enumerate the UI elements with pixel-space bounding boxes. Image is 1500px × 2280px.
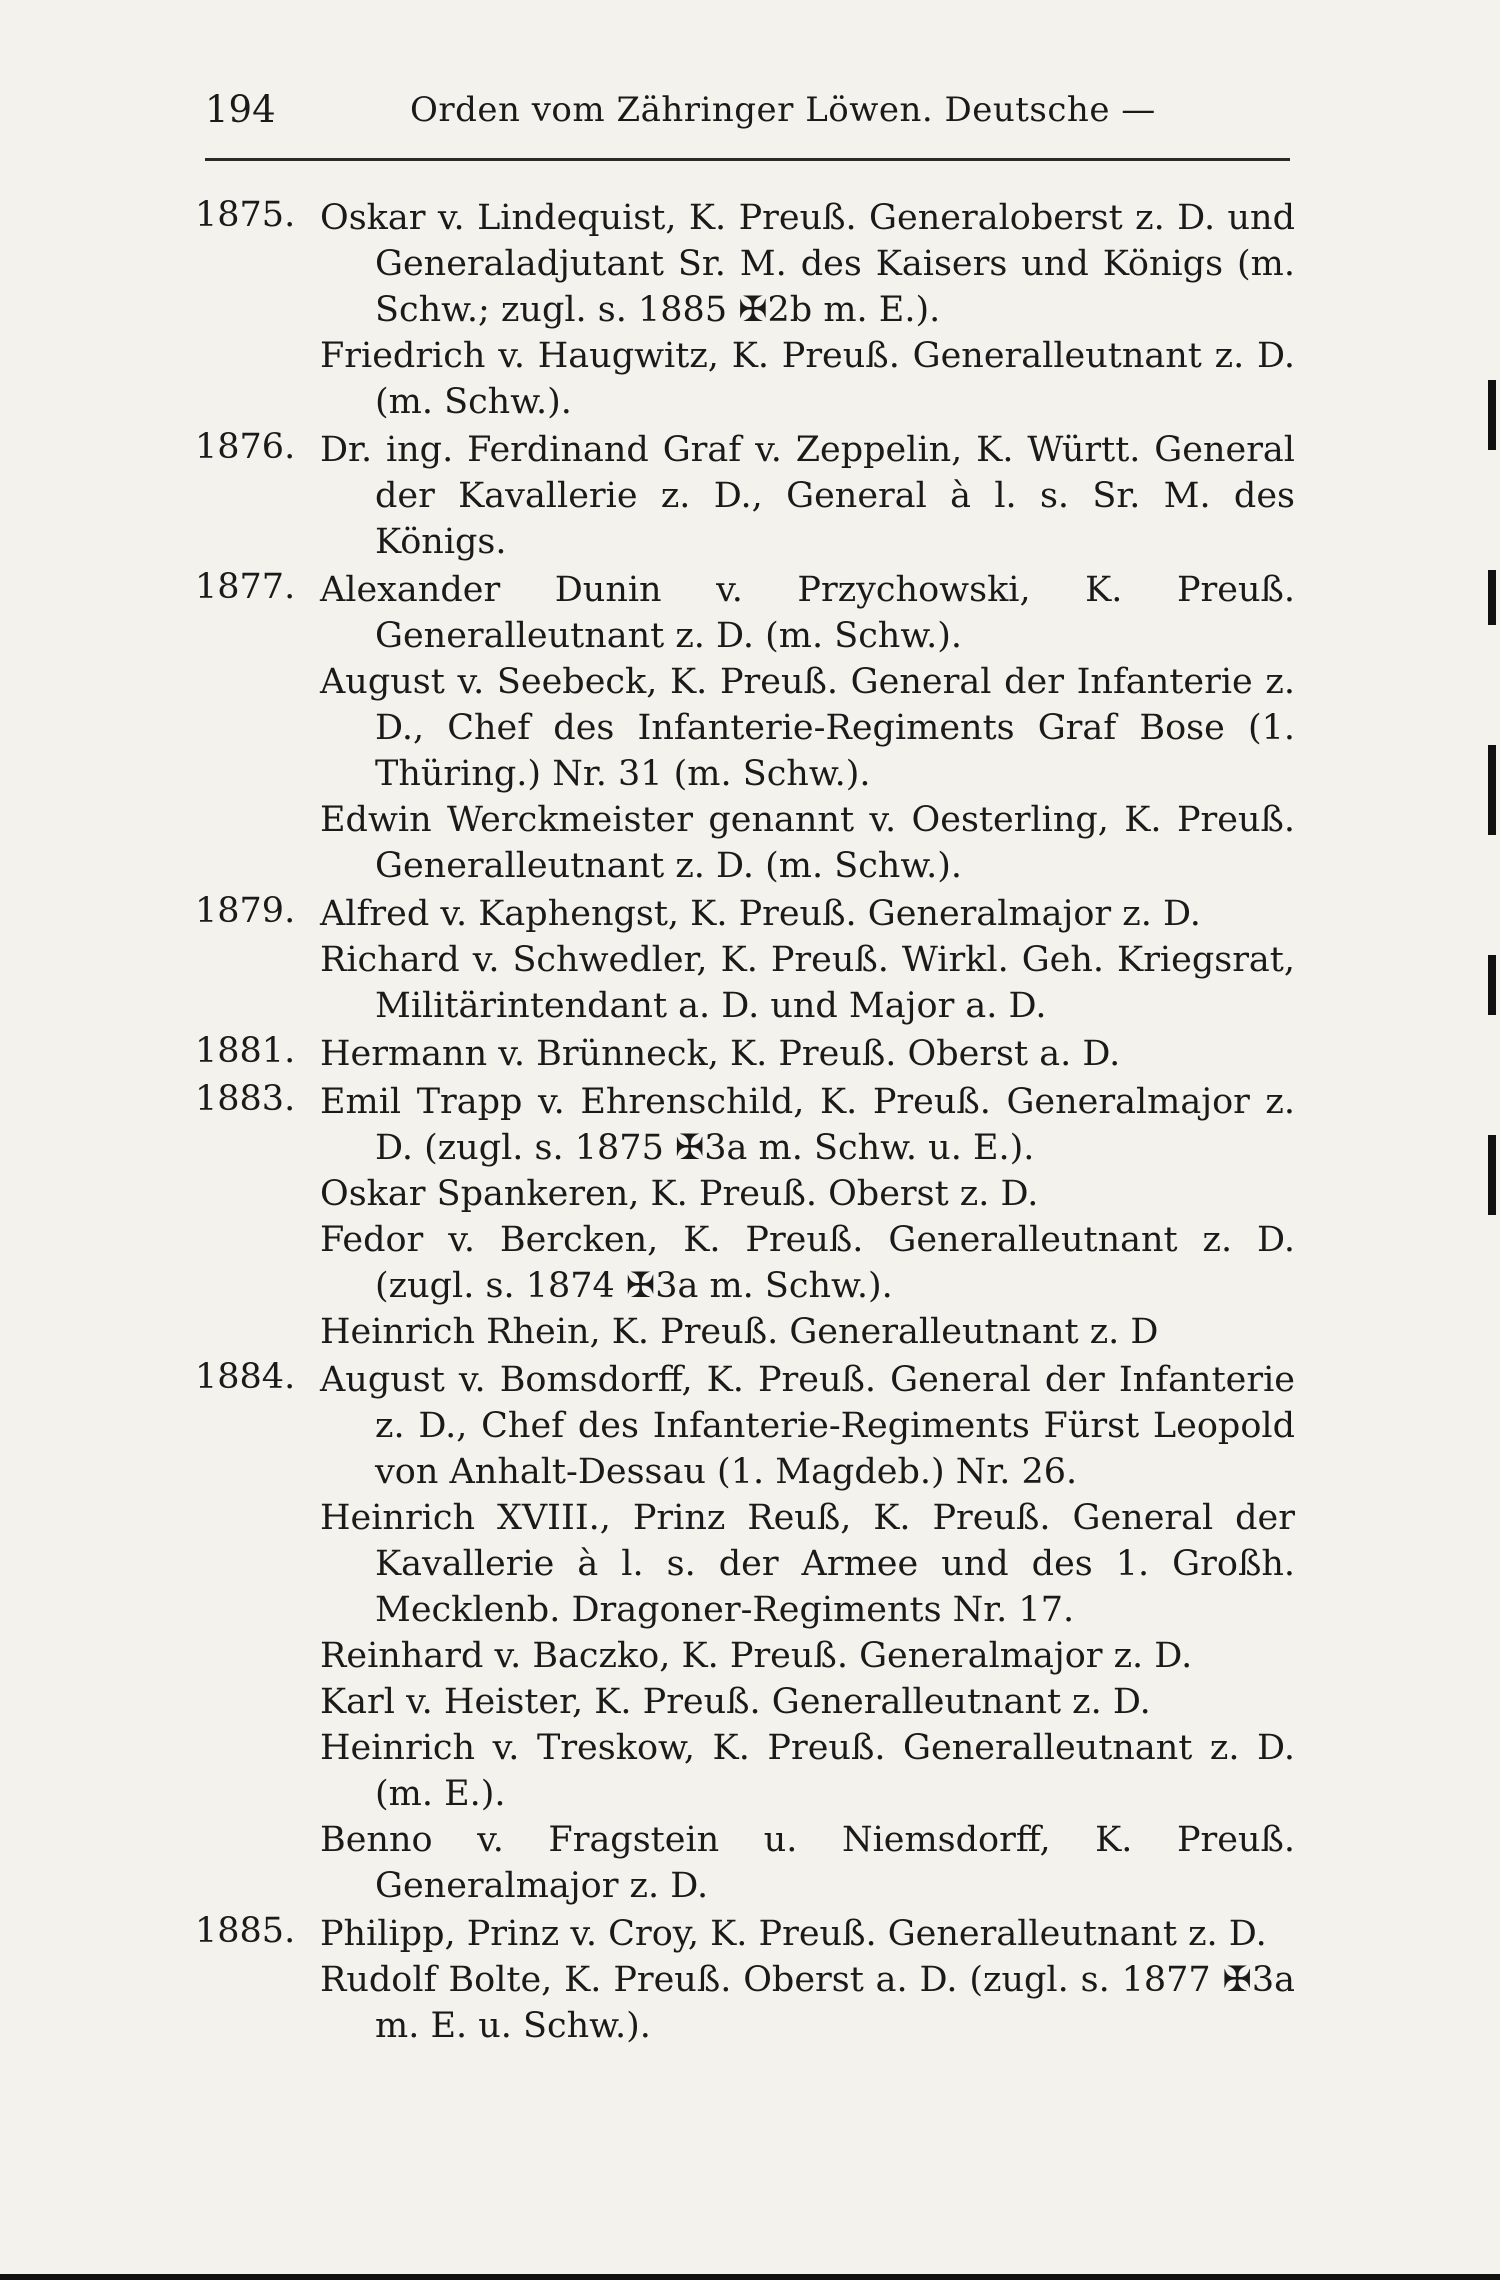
person-row xyxy=(195,1079,1295,1171)
person-entry: Benno v. Fragstein u. Niemsdorff, K. Preuß. Generalmajor z. D. xyxy=(320,1820,1295,1906)
person-row xyxy=(195,1633,1295,1679)
person-entry: Heinrich v. Treskow, K. Preuß. Generalleutnant z. D. (m. E.). xyxy=(320,1728,1295,1814)
person-row xyxy=(195,1725,1295,1817)
person-entry: Edwin Werckmeister genannt v. Oesterling, K. Preuß. Generalleutnant z. D. (m. Schw.). xyxy=(320,800,1295,886)
person-entry: Alexander Dunin v. Przychowski, K. Preuß. Generalleutnant z. D. (m. Schw.). xyxy=(320,570,1295,656)
scan-edge-marks xyxy=(1488,380,1500,2180)
year-label: 1885. xyxy=(195,1911,296,1951)
year-label: 1876. xyxy=(195,427,296,467)
person-entry: Hermann v. Brünneck, K. Preuß. Oberst a. D. xyxy=(320,1034,1121,1074)
entries-list xyxy=(195,195,1295,2051)
scan-bottom-edge xyxy=(0,2274,1500,2280)
person-row xyxy=(195,427,1295,565)
person-row xyxy=(195,1031,1295,1077)
year-entry xyxy=(195,1031,1295,1077)
person-entry: Reinhard v. Baczko, K. Preuß. Generalmajor z. D. xyxy=(320,1636,1193,1676)
year-entry xyxy=(195,1911,1295,2049)
running-title: Orden vom Zähringer Löwen. Deutsche — xyxy=(410,90,1156,130)
person-row xyxy=(195,1911,1295,1957)
year-label: 1877. xyxy=(195,567,296,607)
year-entry xyxy=(195,1357,1295,1909)
year-entry xyxy=(195,427,1295,565)
person-entry: Rudolf Bolte, K. Preuß. Oberst a. D. (zugl. s. 1877 ✠3a m. E. u. Schw.). xyxy=(320,1960,1295,2046)
person-entry: Fedor v. Bercken, K. Preuß. Generalleutnant z. D. (zugl. s. 1874 ✠3a m. Schw.). xyxy=(320,1220,1295,1306)
page-header xyxy=(205,88,1295,148)
year-label: 1881. xyxy=(195,1031,296,1071)
person-row xyxy=(195,1957,1295,2049)
year-entry xyxy=(195,1079,1295,1355)
person-entry: Heinrich Rhein, K. Preuß. Generalleutnant z. D xyxy=(320,1312,1159,1352)
person-row xyxy=(195,195,1295,333)
person-row xyxy=(195,1217,1295,1309)
person-row xyxy=(195,1171,1295,1217)
year-label: 1884. xyxy=(195,1357,296,1397)
person-entry: Richard v. Schwedler, K. Preuß. Wirkl. Geh. Kriegsrat, Militärintendant a. D. und Major a. D. xyxy=(320,940,1295,1026)
person-entry: Oskar v. Lindequist, K. Preuß. Generaloberst z. D. und Generaladjutant Sr. M. des Kaisers und Königs (m. Schw.; zugl. s. 1885 ✠2b m. E.). xyxy=(320,198,1295,330)
person-entry: Oskar Spankeren, K. Preuß. Oberst z. D. xyxy=(320,1174,1039,1214)
person-entry: Friedrich v. Haugwitz, K. Preuß. Generalleutnant z. D. (m. Schw.). xyxy=(320,336,1295,422)
person-entry: August v. Seebeck, K. Preuß. General der Infanterie z. D., Chef des Infanterie-Regiments Graf Bose (1. Thüring.) Nr. 31 (m. Schw.). xyxy=(320,662,1295,794)
person-entry: Dr. ing. Ferdinand Graf v. Zeppelin, K. Württ. General der Kavallerie z. D., General à l. s. Sr. M. des Königs. xyxy=(320,430,1295,562)
person-row xyxy=(195,1309,1295,1355)
person-row xyxy=(195,1817,1295,1909)
person-entry: Emil Trapp v. Ehrenschild, K. Preuß. Generalmajor z. D. (zugl. s. 1875 ✠3a m. Schw. u. E.). xyxy=(320,1082,1295,1168)
page-number: 194 xyxy=(205,88,276,131)
person-entry: Karl v. Heister, K. Preuß. Generalleutnant z. D. xyxy=(320,1682,1151,1722)
person-row xyxy=(195,797,1295,889)
person-row xyxy=(195,1679,1295,1725)
person-row xyxy=(195,567,1295,659)
year-entry xyxy=(195,195,1295,425)
person-entry: Heinrich XVIII., Prinz Reuß, K. Preuß. General der Kavallerie à l. s. der Armee und des 1. Großh. Mecklenb. Dragoner-Regiments Nr. 17. xyxy=(320,1498,1295,1630)
year-label: 1879. xyxy=(195,891,296,931)
header-rule xyxy=(205,158,1290,161)
person-row xyxy=(195,1495,1295,1633)
person-entry: August v. Bomsdorff, K. Preuß. General der Infanterie z. D., Chef des Infanterie-Regiments Fürst Leopold von Anhalt-Dessau (1. Magdeb.) Nr. 26. xyxy=(320,1360,1295,1492)
person-row xyxy=(195,891,1295,937)
person-row xyxy=(195,937,1295,1029)
year-entry xyxy=(195,891,1295,1029)
person-row xyxy=(195,659,1295,797)
person-entry: Alfred v. Kaphengst, K. Preuß. Generalmajor z. D. xyxy=(320,894,1201,934)
person-row xyxy=(195,333,1295,425)
year-label: 1883. xyxy=(195,1079,296,1119)
person-row xyxy=(195,1357,1295,1495)
year-entry xyxy=(195,567,1295,889)
person-entry: Philipp, Prinz v. Croy, K. Preuß. Generalleutnant z. D. xyxy=(320,1914,1267,1954)
year-label: 1875. xyxy=(195,195,296,235)
